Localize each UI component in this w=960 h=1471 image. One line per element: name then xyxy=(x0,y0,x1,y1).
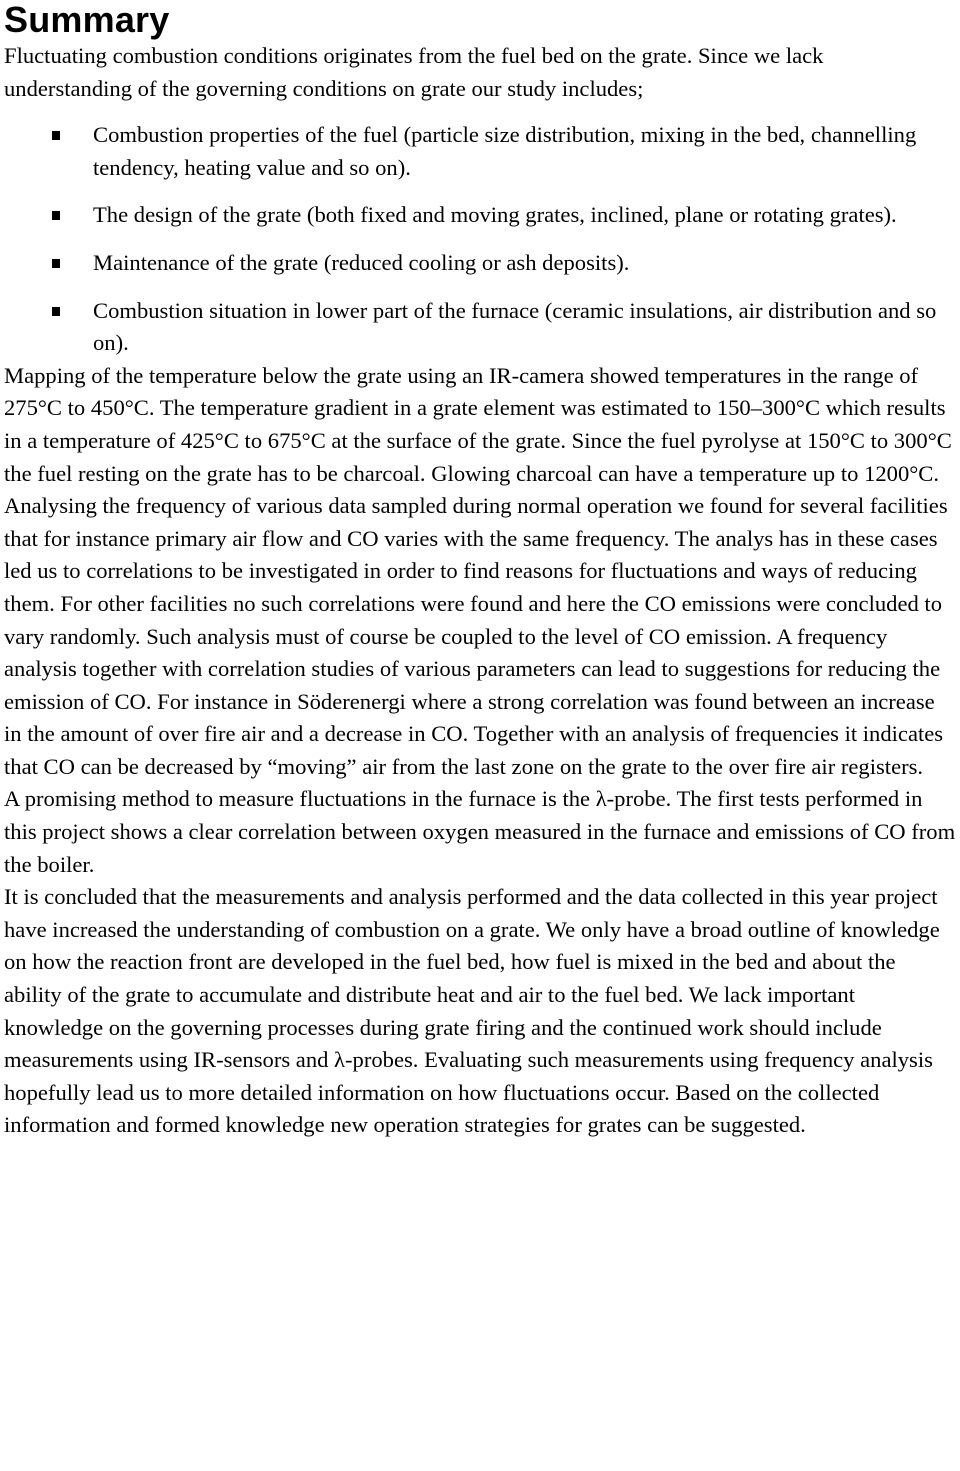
list-item-text: Combustion properties of the fuel (particle size distribution, mixing in the bed, channelling tendency, heating value and so on). xyxy=(93,122,917,180)
intro-paragraph: Fluctuating combustion conditions originates from the fuel bed on the grate. Since we lack understanding of the governing conditions on grate our study includes; xyxy=(4,43,824,101)
mapping-paragraph: Mapping of the temperature below the grate using an IR-camera showed temperatures in the range of 275°C to 450°C. The temperature gradient in a grate element was estimated to 150–300°C which results in a temperature of 425°C to 675°C at the surface of the grate. Since the fuel pyrolyse at 150°C to 300°C the fuel resting on the grate has to be charcoal. Glowing charcoal can have a temperature up to 1200°C. xyxy=(4,362,952,486)
list-item-text: Combustion situation in lower part of the furnace (ceramic insulations, air distribution and so on). xyxy=(93,297,937,356)
list-item xyxy=(4,247,956,280)
lambda-probe-paragraph: A promising method to measure fluctuations in the furnace is the λ-probe. The first tests performed in this project shows a clear correlation between oxygen measured in the furnace and emissions of CO from the boiler. xyxy=(4,786,956,877)
study-items-list xyxy=(4,119,956,360)
list-item xyxy=(4,199,956,232)
square-bullet-icon xyxy=(52,259,60,268)
summary-heading: Summary xyxy=(4,0,170,40)
square-bullet-icon xyxy=(52,211,60,220)
list-item-text: Maintenance of the grate (reduced cooling or ash deposits). xyxy=(93,249,630,275)
square-bullet-icon xyxy=(52,131,60,140)
list-item xyxy=(4,119,956,184)
analysing-paragraph: Analysing the frequency of various data sampled during normal operation we found for several facilities that for instance primary air flow and CO varies with the same frequency. The analys has in these cases led us to correlations to be investigated in order to find reasons for fluctuations and ways of reducing them. For other facilities no such correlations were found and here the CO emissions were concluded to vary randomly. Such analysis must of course be coupled to the level of CO emission. A frequency analysis together with correlation studies of various parameters can lead to suggestions for reducing the emission of CO. For instance in Söderenergi where a strong correlation was found between an increase in the amount of over fire air and a decrease in CO. Together with an analysis of frequencies it indicates that CO can be decreased by “moving” air from the last zone on the grate to the over fire air registers. xyxy=(4,493,948,779)
list-item-text: The design of the grate (both fixed and moving grates, inclined, plane or rotating grates). xyxy=(93,202,897,228)
square-bullet-icon xyxy=(52,307,60,316)
list-item xyxy=(4,295,956,360)
conclusion-paragraph: It is concluded that the measurements and analysis performed and the data collected in this year project have increased the understanding of combustion on a grate. We only have a broad outline of knowledge on how the reaction front are developed in the fuel bed, how fuel is mixed in the bed and about the ability of the grate to accumulate and distribute heat and air to the fuel bed. We lack important knowledge on the governing processes during grate firing and the continued work should include measurements using IR-sensors and λ-probes. Evaluating such measurements using frequency analysis hopefully lead us to more detailed information on how fluctuations occur. Based on the collected information and formed knowledge new operation strategies for grates can be suggested. xyxy=(4,884,940,1138)
